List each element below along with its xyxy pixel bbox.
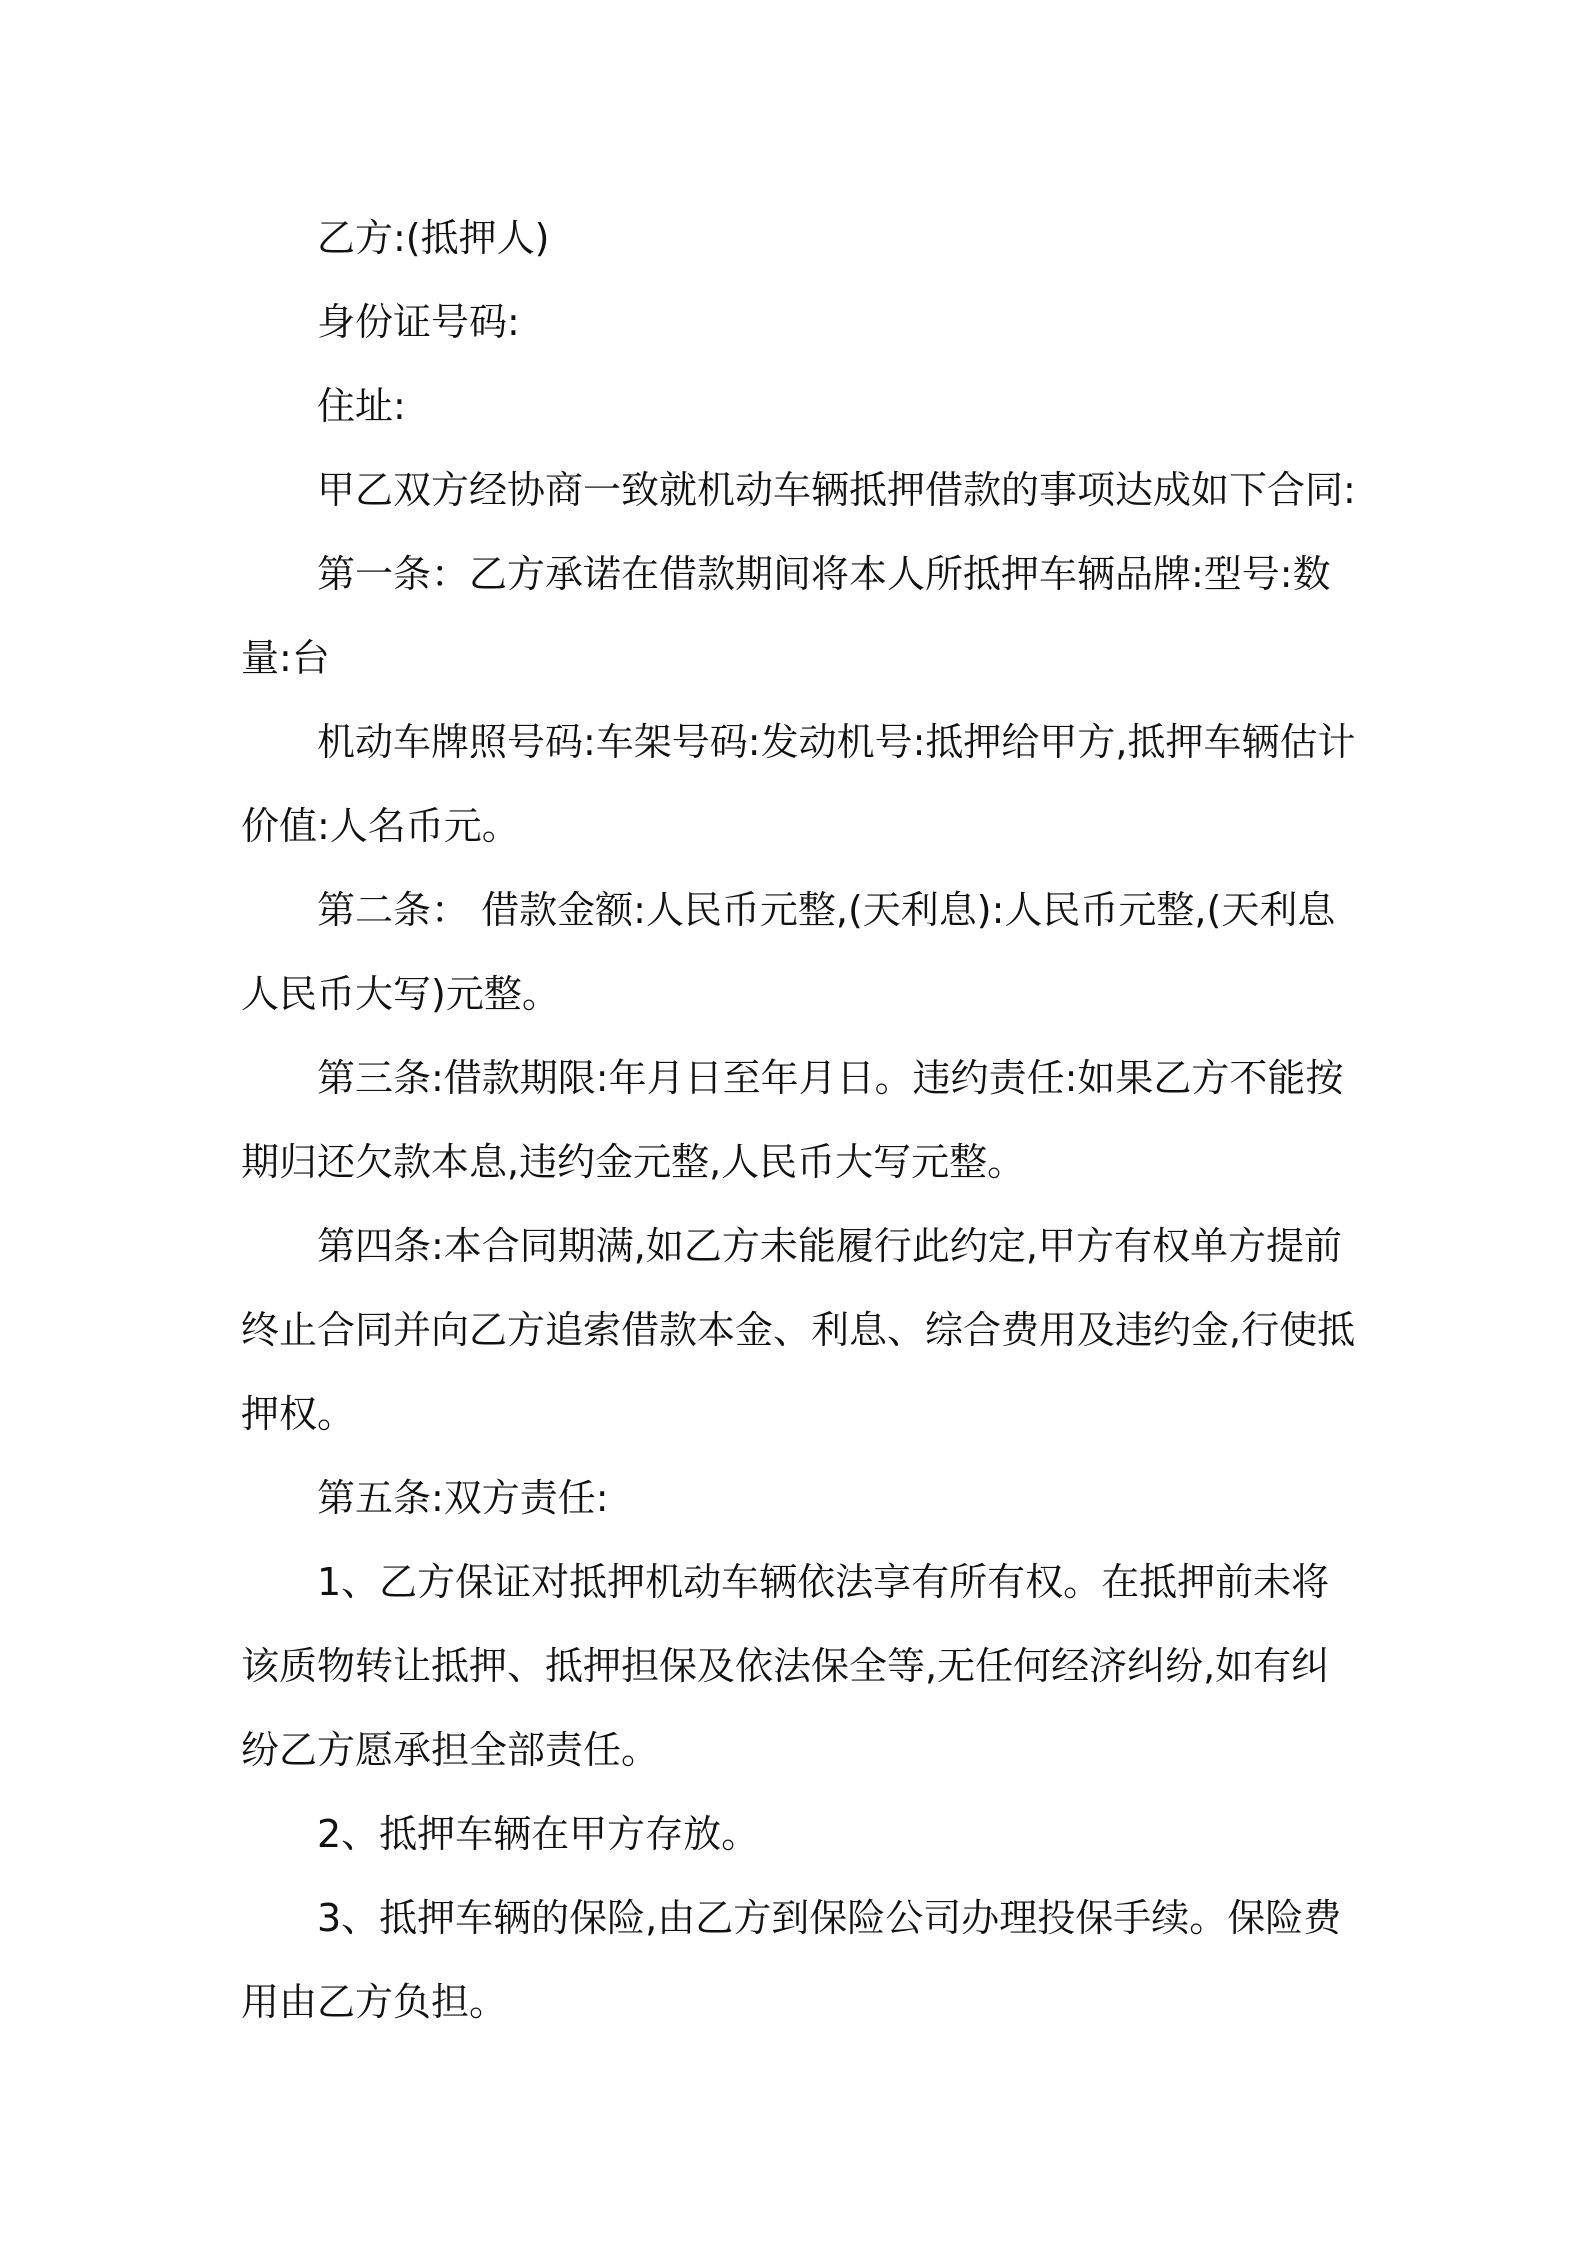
responsibility-2: 2、抵押车辆在甲方存放。 <box>317 1812 760 1856</box>
contract-body <box>241 196 1361 2044</box>
address-line: 住址: <box>317 384 406 428</box>
id-number-line: 身份证号码: <box>317 300 520 344</box>
responsibility-1: 1、乙方保证对抵押机动车辆依法享有所有权。在抵押前未将该质物转让抵押、抵押担保及依法保全等,无任何经济纠纷,如有纠纷乙方愿承担全部责任。 <box>241 1560 1330 1772</box>
party-b-line: 乙方:(抵押人) <box>317 216 550 260</box>
article-4: 第四条:本合同期满,如乙方未能履行此约定,甲方有权单方提前终止合同并向乙方追索借款本金、利息、综合费用及违约金,行使抵押权。 <box>241 1224 1356 1436</box>
article-3: 第三条:借款期限:年月日至年月日。违约责任:如果乙方不能按期归还欠款本息,违约金元整,人民币大写元整。 <box>241 1056 1344 1184</box>
agreement-intro: 甲乙双方经协商一致就机动车辆抵押借款的事项达成如下合同: <box>317 468 1356 512</box>
vehicle-details: 机动车牌照号码:车架号码:发动机号:抵押给甲方,抵押车辆估计价值:人名币元。 <box>241 720 1356 848</box>
responsibility-3: 3、抵押车辆的保险,由乙方到保险公司办理投保手续。保险费用由乙方负担。 <box>241 1896 1342 2024</box>
article-2: 第二条： 借款金额:人民币元整,(天利息):人民币元整,(天利息人民币大写)元整。 <box>241 888 1336 1016</box>
article-1: 第一条：乙方承诺在借款期间将本人所抵押车辆品牌:型号:数量:台 <box>241 552 1331 680</box>
article-5-heading: 第五条:双方责任: <box>317 1476 609 1520</box>
